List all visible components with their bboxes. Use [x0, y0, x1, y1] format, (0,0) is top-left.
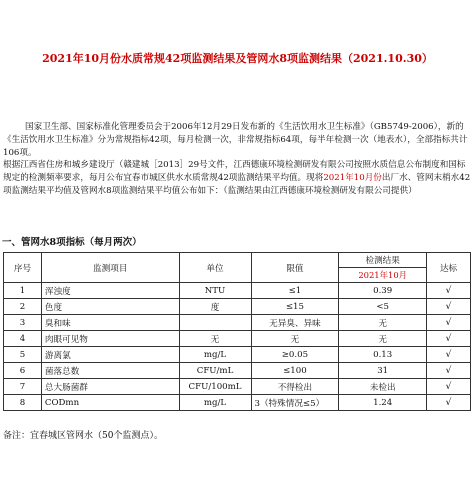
header-limit: 限值	[251, 253, 339, 283]
cell-item: 臭和味	[41, 315, 179, 331]
cell-result: 无	[339, 315, 427, 331]
cell-item: 肉眼可见物	[41, 331, 179, 347]
header-result-month: 2021年10月	[339, 268, 427, 283]
cell-pass: √	[427, 363, 471, 379]
intro-paragraph-2	[3, 159, 471, 198]
cell-item: CODmn	[41, 395, 179, 411]
cell-unit	[179, 315, 251, 331]
cell-seq: 2	[4, 299, 42, 315]
cell-seq: 1	[4, 283, 42, 299]
cell-seq: 4	[4, 331, 42, 347]
monitoring-table	[3, 252, 471, 411]
table-row	[4, 395, 471, 411]
section-title: 一、管网水8项指标（每月两次）	[2, 237, 142, 248]
table-body	[4, 283, 471, 411]
intro-paragraph-1: 国家卫生部、国家标准化管理委员会于2006年12月29日发布新的《生活饮用水卫生标准》（GB5749-2006），新的《生活饮用水卫生标准》分为常规指标42项，每月检测一次，非常规指标64项，每半年检测一次（地表水），全部指标共计106项。	[3, 122, 468, 158]
cell-result: 1.24	[339, 395, 427, 411]
cell-pass: √	[427, 379, 471, 395]
cell-result: <5	[339, 299, 427, 315]
table-note: 备注：宜春城区管网水（50个监测点）。	[3, 431, 163, 441]
cell-item: 色度	[41, 299, 179, 315]
intro-text-b: 出厂水、管网末梢水42项监测结果平均值及管网水8项监测结果平均值公布如下：（监测结果由江西德康环境检测研发有限公司提供）	[3, 173, 471, 196]
cell-unit: 无	[179, 331, 251, 347]
cell-unit: CFU/mL	[179, 363, 251, 379]
cell-item: 菌落总数	[41, 363, 179, 379]
cell-seq: 3	[4, 315, 42, 331]
cell-seq: 7	[4, 379, 42, 395]
cell-unit: mg/L	[179, 347, 251, 363]
header-unit: 单位	[179, 253, 251, 283]
header-pass: 达标	[427, 253, 471, 283]
cell-limit: ≤100	[251, 363, 339, 379]
cell-pass: √	[427, 283, 471, 299]
cell-pass: √	[427, 315, 471, 331]
cell-unit: CFU/100mL	[179, 379, 251, 395]
cell-result: 31	[339, 363, 427, 379]
cell-result: 无	[339, 331, 427, 347]
cell-unit: NTU	[179, 283, 251, 299]
table-row	[4, 331, 471, 347]
cell-unit: mg/L	[179, 395, 251, 411]
cell-limit: ≥0.05	[251, 347, 339, 363]
cell-limit: ≤1	[251, 283, 339, 299]
cell-seq: 5	[4, 347, 42, 363]
cell-result: 0.13	[339, 347, 427, 363]
cell-item: 总大肠菌群	[41, 379, 179, 395]
cell-result: 未检出	[339, 379, 427, 395]
cell-item: 浑浊度	[41, 283, 179, 299]
cell-result: 0.39	[339, 283, 427, 299]
cell-pass: √	[427, 331, 471, 347]
cell-seq: 8	[4, 395, 42, 411]
intro-month-highlight: 2021年10月份	[323, 173, 382, 183]
table-row	[4, 363, 471, 379]
table-row	[4, 299, 471, 315]
table-row	[4, 283, 471, 299]
header-item: 监测项目	[41, 253, 179, 283]
cell-limit: 3（特殊情况≤5）	[251, 395, 339, 411]
cell-unit: 度	[179, 299, 251, 315]
cell-limit: ≤15	[251, 299, 339, 315]
cell-pass: √	[427, 395, 471, 411]
cell-limit: 无	[251, 331, 339, 347]
table-row	[4, 379, 471, 395]
cell-item: 游离氯	[41, 347, 179, 363]
cell-pass: √	[427, 299, 471, 315]
table-row	[4, 347, 471, 363]
page-title: 2021年10月份水质常规42项监测结果及管网水8项监测结果（2021.10.30）	[42, 52, 433, 65]
cell-seq: 6	[4, 363, 42, 379]
intro-text-a: 根据江西省住房和城乡建设厅（赣建城［2013］29号文件，江西德康环境检测研发有限公司按照水质信息公布制度和国标规定的检测频率要求，每月公布宜春市城区供水水质常规42项监测结果平均值。现将	[3, 160, 466, 183]
header-result: 检测结果	[339, 253, 427, 268]
header-seq: 序号	[4, 253, 42, 283]
cell-limit: 无异臭、异味	[251, 315, 339, 331]
table-row	[4, 315, 471, 331]
cell-pass: √	[427, 347, 471, 363]
cell-limit: 不得检出	[251, 379, 339, 395]
